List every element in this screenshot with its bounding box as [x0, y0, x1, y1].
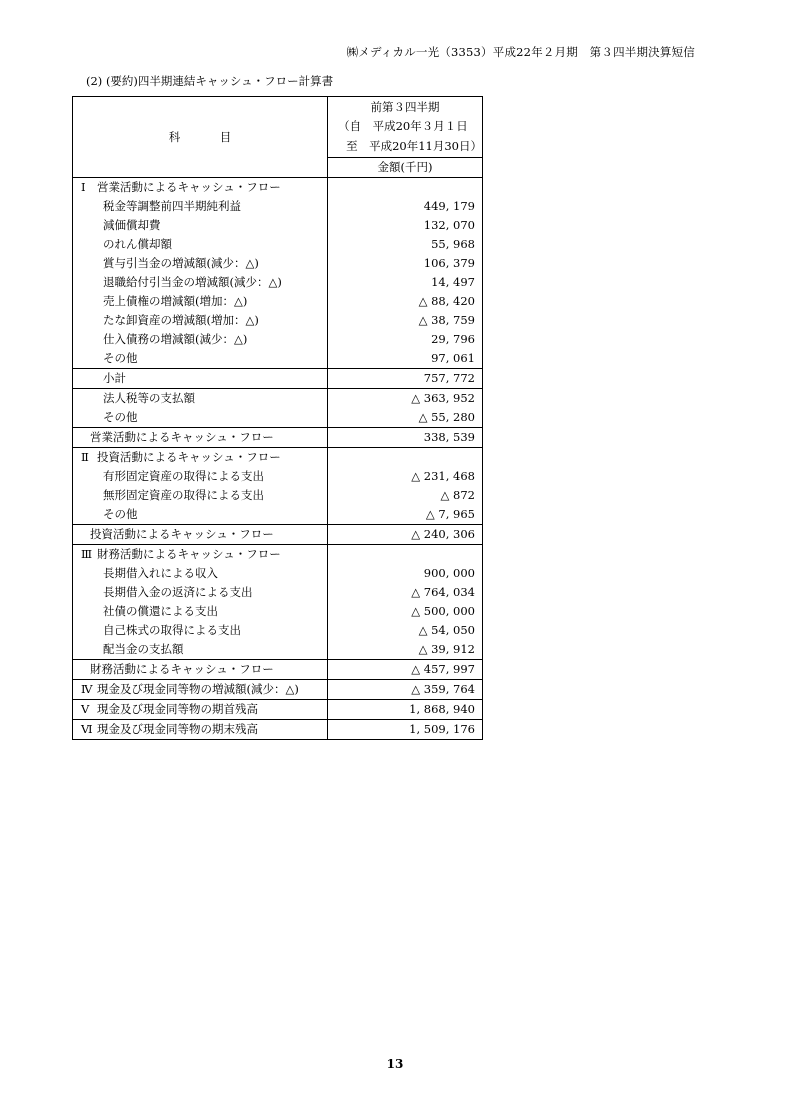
row-label-text: 売上債権の増減額(増加：△) — [103, 294, 248, 308]
line-item-row — [73, 216, 483, 235]
row-label-text: 投資活動によるキャッシュ・フロー — [97, 450, 281, 464]
section-numeral: Ⅱ — [81, 450, 89, 464]
section-header-row — [73, 448, 483, 468]
row-label — [73, 660, 328, 680]
row-label-text: 配当金の支払額 — [103, 642, 184, 656]
row-amount: 14, 497 — [431, 275, 475, 289]
row-label — [73, 197, 328, 216]
row-label — [73, 545, 328, 565]
row-amount: △ 363, 952 — [328, 389, 483, 409]
section-numeral: Ⅵ — [81, 722, 93, 736]
summary-row — [73, 720, 483, 740]
row-amount: 106, 379 — [423, 256, 475, 270]
summary-row — [73, 680, 483, 700]
row-label-text: 財務活動によるキャッシュ・フロー — [97, 547, 281, 561]
line-item-row — [73, 197, 483, 216]
row-amount: △ 55, 280 — [418, 410, 475, 424]
row-label — [73, 680, 328, 700]
row-amount: 1, 868, 940 — [328, 700, 483, 720]
row-label — [73, 369, 328, 389]
row-amount: △ 872 — [440, 488, 475, 502]
row-label-text: 減価償却費 — [103, 218, 161, 232]
line-item-row — [73, 311, 483, 330]
row-label-text: 有形固定資産の取得による支出 — [103, 469, 264, 483]
row-label — [73, 505, 328, 525]
row-amount: △ 39, 912 — [418, 642, 475, 656]
row-label-text: 賞与引当金の増減額(減少：△) — [103, 256, 259, 270]
row-amount: △ 457, 997 — [328, 660, 483, 680]
row-label — [73, 330, 328, 349]
row-amount: 132, 070 — [423, 218, 475, 232]
row-amount: △ 38, 759 — [418, 313, 475, 327]
section-title: (2) (要約)四半期連結キャッシュ・フロー計算書 — [86, 74, 334, 88]
running-header: ㈱メディカル一光（3353）平成22年２月期 第３四半期決算短信 — [346, 45, 695, 59]
row-label-text: 現金及び現金同等物の期首残高 — [97, 702, 258, 716]
line-item-row — [73, 408, 483, 428]
row-label — [73, 273, 328, 292]
line-item-row — [73, 273, 483, 292]
row-amount: 757, 772 — [328, 369, 483, 389]
row-label-text: 営業活動によるキャッシュ・フロー — [90, 430, 274, 444]
row-label-text: 現金及び現金同等物の期末残高 — [97, 722, 258, 736]
row-amount: △ 88, 420 — [418, 294, 475, 308]
row-label-text: 法人税等の支払額 — [103, 391, 195, 405]
row-label — [73, 292, 328, 311]
line-item-row — [73, 330, 483, 349]
line-item-row — [73, 602, 483, 621]
row-amount: 449, 179 — [423, 199, 475, 213]
line-item-row — [73, 235, 483, 254]
header-period-from: （自 平成20年３月１日 — [338, 119, 468, 134]
row-label — [73, 428, 328, 448]
row-label-text: 社債の償還による支出 — [103, 604, 218, 618]
row-label — [73, 525, 328, 545]
row-amount: △ 231, 468 — [411, 469, 475, 483]
summary-row — [73, 700, 483, 720]
line-item-row — [73, 389, 483, 409]
line-item-row — [73, 564, 483, 583]
row-amount: △ 764, 034 — [411, 585, 475, 599]
page-number: 13 — [386, 1057, 404, 1071]
row-label — [73, 486, 328, 505]
subtotal-row — [73, 369, 483, 389]
row-label-text: 現金及び現金同等物の増減額(減少：△) — [97, 682, 299, 696]
row-amount: △ 240, 306 — [328, 525, 483, 545]
section-total-row — [73, 428, 483, 448]
row-amount: △ 500, 000 — [411, 604, 475, 618]
row-label-text: たな卸資産の増減額(増加：△) — [103, 313, 259, 327]
row-label-text: のれん償却額 — [103, 237, 172, 251]
line-item-row — [73, 349, 483, 369]
line-item-row — [73, 505, 483, 525]
row-label — [73, 408, 328, 428]
row-amount: 900, 000 — [423, 566, 475, 580]
section-total-row — [73, 660, 483, 680]
row-amount — [328, 178, 483, 198]
row-label-text: 小計 — [103, 371, 126, 385]
section-total-row — [73, 525, 483, 545]
line-item-row — [73, 292, 483, 311]
row-amount: △ 359, 764 — [328, 680, 483, 700]
row-amount: 55, 968 — [431, 237, 475, 251]
row-label-text: 無形固定資産の取得による支出 — [103, 488, 264, 502]
row-label — [73, 467, 328, 486]
row-amount: △ 54, 050 — [418, 623, 475, 637]
row-label-text: 財務活動によるキャッシュ・フロー — [90, 662, 274, 676]
row-amount: △ 7, 965 — [425, 507, 475, 521]
table-header-row — [73, 97, 483, 158]
line-item-row — [73, 486, 483, 505]
row-label — [73, 448, 328, 468]
row-label — [73, 235, 328, 254]
header-period-to: 至 平成20年11月30日） — [346, 138, 482, 153]
row-label — [73, 564, 328, 583]
header-period-title: 前第３四半期 — [370, 99, 440, 114]
row-label — [73, 389, 328, 409]
line-item-row — [73, 621, 483, 640]
row-label-text: 自己株式の取得による支出 — [103, 623, 241, 637]
row-label — [73, 311, 328, 330]
section-header-row — [73, 178, 483, 198]
row-label-text: その他 — [103, 410, 138, 424]
line-item-row — [73, 254, 483, 273]
row-amount: 1, 509, 176 — [328, 720, 483, 740]
row-label-text: 長期借入金の返済による支出 — [103, 585, 253, 599]
row-label-text: その他 — [103, 507, 138, 521]
line-item-row — [73, 640, 483, 660]
row-label-text: その他 — [103, 351, 138, 365]
header-subject: 科 目 — [73, 97, 328, 178]
line-item-row — [73, 583, 483, 602]
header-period — [328, 97, 483, 158]
row-amount: 97, 061 — [431, 351, 475, 365]
section-numeral: Ⅲ — [81, 547, 93, 561]
line-item-row — [73, 467, 483, 486]
row-label — [73, 216, 328, 235]
row-amount: 338, 539 — [328, 428, 483, 448]
row-label-text: 退職給付引当金の増減額(減少：△) — [103, 275, 282, 289]
row-label — [73, 720, 328, 740]
row-label — [73, 349, 328, 369]
row-label — [73, 583, 328, 602]
row-label-text: 営業活動によるキャッシュ・フロー — [97, 180, 281, 194]
row-label — [73, 254, 328, 273]
section-numeral: Ⅴ — [81, 702, 90, 716]
row-label-text: 税金等調整前四半期純利益 — [103, 199, 241, 213]
row-label-text: 投資活動によるキャッシュ・フロー — [90, 527, 274, 541]
header-unit: 金額(千円) — [328, 157, 483, 177]
row-label-text: 仕入債務の増減額(減少：△) — [103, 332, 248, 346]
row-label — [73, 178, 328, 198]
section-numeral: Ⅳ — [81, 682, 93, 696]
row-label — [73, 621, 328, 640]
row-label — [73, 700, 328, 720]
row-label — [73, 602, 328, 621]
row-amount — [328, 545, 483, 565]
row-label-text: 長期借入れによる収入 — [103, 566, 218, 580]
row-amount — [328, 448, 483, 468]
section-header-row — [73, 545, 483, 565]
row-amount: 29, 796 — [431, 332, 475, 346]
section-numeral: Ⅰ — [81, 180, 86, 194]
cash-flow-table — [72, 96, 483, 740]
row-label — [73, 640, 328, 660]
